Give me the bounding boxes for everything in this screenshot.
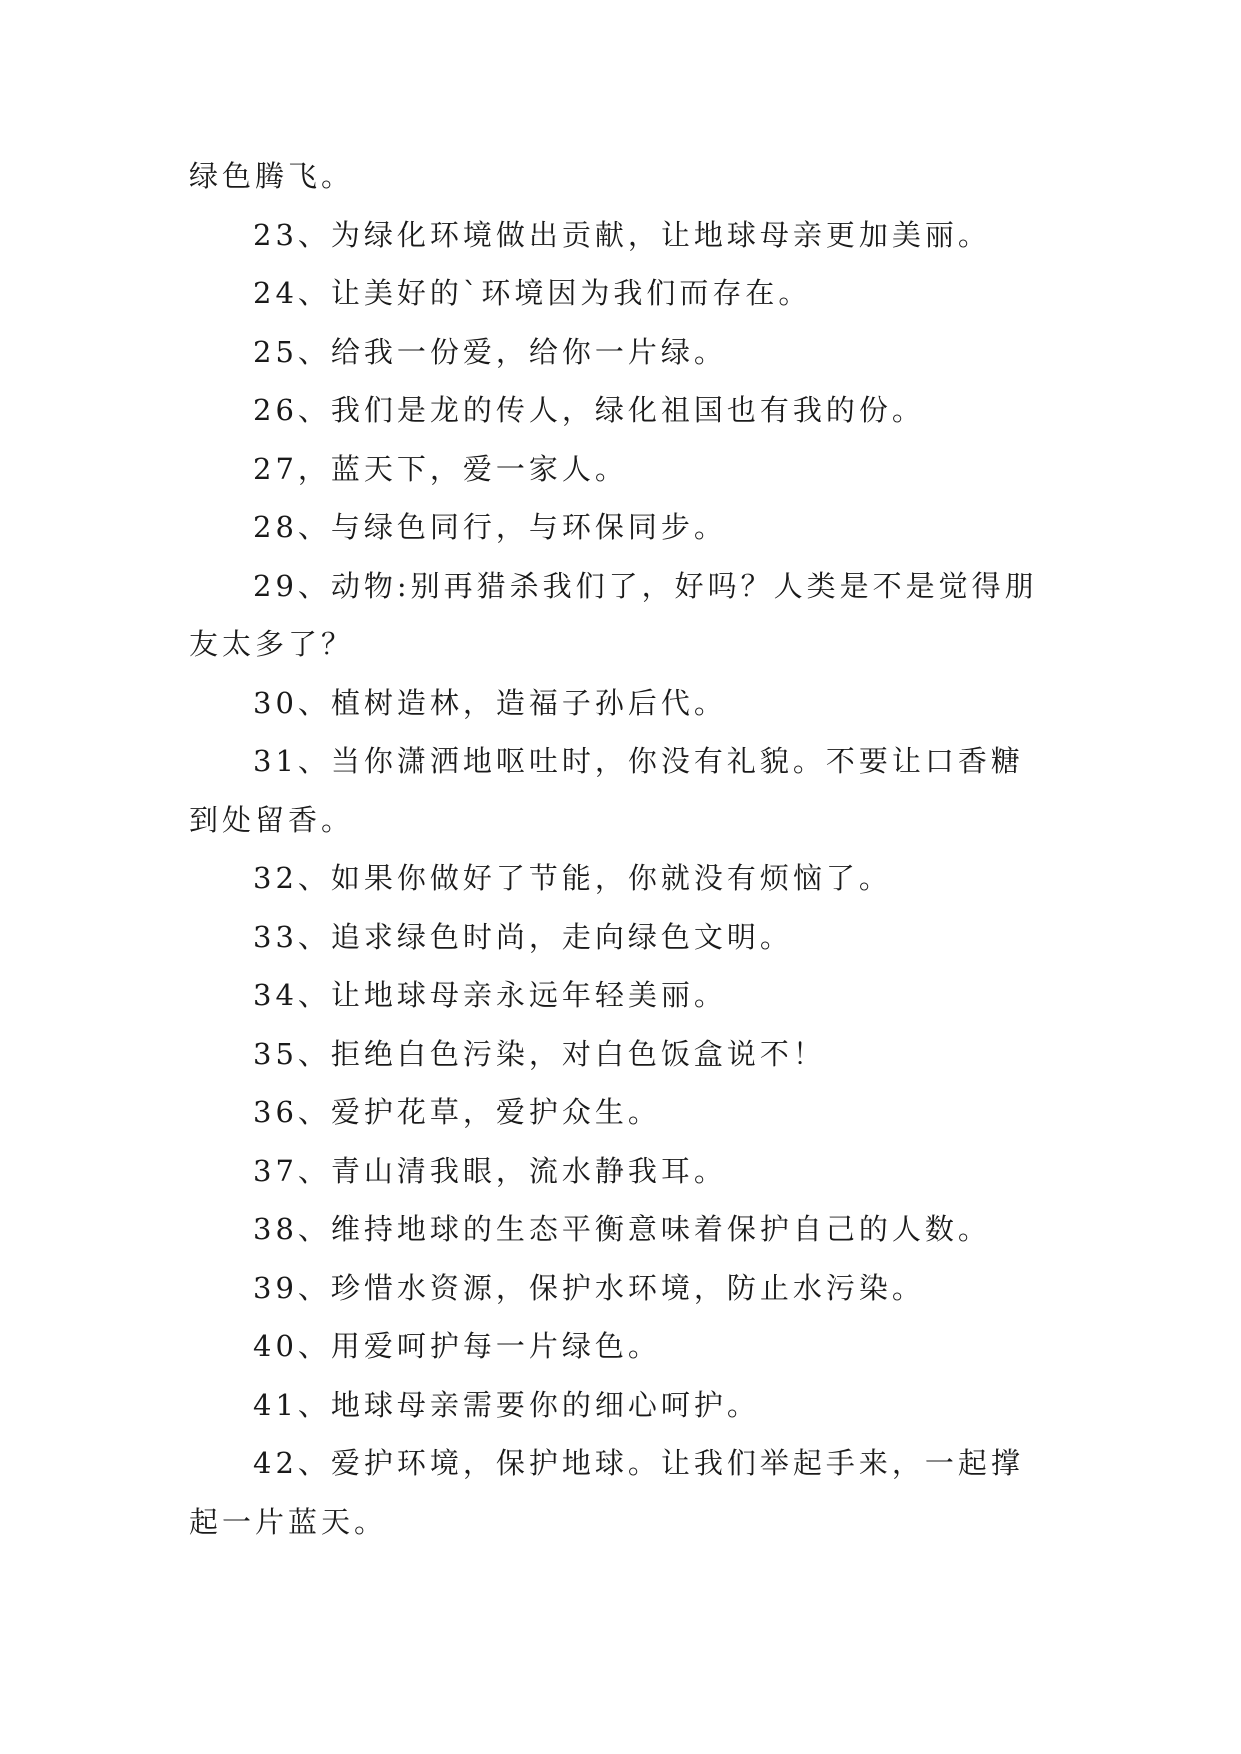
- paragraph-40: 40、用爱呵护每一片绿色。: [253, 1329, 661, 1363]
- paragraph-37: 37、青山清我眼，流水静我耳。: [253, 1153, 727, 1188]
- paragraph-28: 28、与绿色同行，与环保同步。: [253, 510, 727, 544]
- paragraph-41: 41、地球母亲需要你的细心呵护。: [253, 1387, 760, 1422]
- document-page: [189, 147, 1055, 1551]
- paragraph-23: 23、为绿化环境做出贡献，让地球母亲更加美丽。: [253, 217, 991, 252]
- paragraph-35: 35、拒绝白色污染，对白色饭盒说不！: [253, 1036, 826, 1071]
- paragraph-continuation: 绿色腾飞。: [189, 159, 355, 193]
- paragraph-25: 25、给我一份爱，给你一片绿。: [253, 334, 727, 369]
- paragraph-38: 38、维持地球的生态平衡意味着保护自己的人数。: [253, 1212, 991, 1246]
- paragraph-27: 27，蓝天下，爱一家人。: [253, 451, 628, 486]
- paragraph-26: 26、我们是龙的传人，绿化祖国也有我的份。: [253, 393, 925, 427]
- paragraph-36: 36、爱护花草，爱护众生。: [253, 1095, 661, 1129]
- paragraph-31: 31、当你潇洒地呕吐时，你没有礼貌。不要让口香糖到处留香。: [189, 744, 1024, 837]
- paragraph-24: 24、让美好的`环境因为我们而存在。: [253, 276, 812, 310]
- paragraph-33: 33、追求绿色时尚，走向绿色文明。: [253, 919, 793, 954]
- paragraph-34: 34、让地球母亲永远年轻美丽。: [253, 978, 727, 1012]
- paragraph-39: 39、珍惜水资源，保护水环境，防止水污染。: [253, 1270, 925, 1305]
- paragraph-29: 29、动物:别再猎杀我们了，好吗？人类是不是觉得朋友太多了？: [189, 568, 1038, 661]
- paragraph-42: 42、爱护环境，保护地球。让我们举起手来，一起撑起一片蓝天。: [189, 1446, 1024, 1539]
- paragraph-30: 30、植树造林，造福子孙后代。: [253, 685, 727, 720]
- paragraph-32: 32、如果你做好了节能，你就没有烦恼了。: [253, 861, 892, 895]
